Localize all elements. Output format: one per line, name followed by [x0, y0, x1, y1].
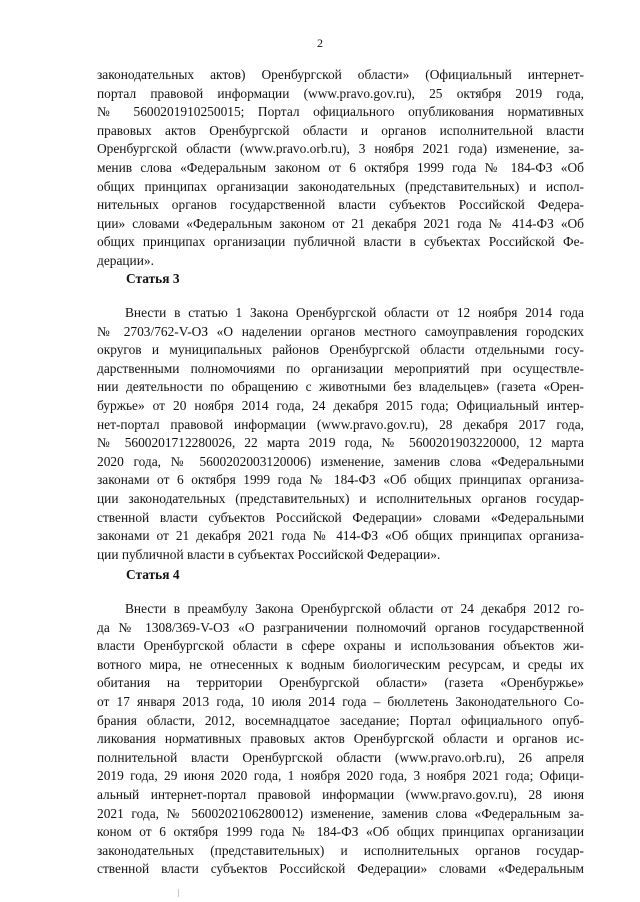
text-line: да № 1308/369-V-ОЗ «О разграничении полномочий органов государственной [97, 619, 584, 635]
text-line: ции публичной власти в субъектах Российской Федерации». [97, 546, 441, 562]
text-line: коном от 6 октября 1999 года № 184-ФЗ «Об общих принципах организации [97, 824, 584, 840]
text-line: законами от 21 декабря 2021 года № 414-ФЗ «Об общих принципах организа- [97, 528, 584, 544]
text-line: ликования нормативных правовых актов Оренбургской области и органов ис- [97, 731, 584, 747]
text-line: общих принципах организации публичной власти в субъектах Российской Фе- [97, 234, 584, 250]
text-line: от 17 января 2013 года, 10 июля 2014 года – бюллетень Законодательного Со- [97, 693, 584, 709]
article-4-paragraph [97, 600, 584, 879]
text-line: нии деятельности по обращению с животными без владельцев» (газета «Орен- [97, 379, 584, 395]
text-line: власти Оренбургской области в сфере охраны и использования объектов жи- [97, 638, 584, 654]
text-line: дерации». [97, 252, 154, 268]
text-line: портал правовой информации (www.pravo.gov.ru), 25 октября 2019 года, [97, 85, 584, 101]
text-line: альный интернет-портал правовой информации (www.pravo.gov.ru), 28 июня [97, 786, 584, 802]
text-line: законодательных актов) Оренбургской области» (Официальный интернет- [97, 67, 584, 82]
article-4-heading: Статья 4 [126, 567, 180, 582]
text-line: буржье» от 20 ноября 2014 года, 24 декабря 2015 года; Официальный интер- [97, 397, 584, 413]
text-line: № 5600201910250015; Портал официального опубликования нормативных [97, 104, 584, 120]
article-3-paragraph [97, 304, 584, 564]
continuation-paragraph [97, 66, 584, 271]
footer-mark [178, 889, 179, 897]
text-line: 2019 года, 29 июня 2020 года, 1 ноября 2020 года, 3 ноября 2021 года; Офици- [97, 768, 584, 784]
text-line: 2020 года, № 5600202003120006) изменение, заменив слова «Федеральными [97, 453, 584, 469]
text-line: законами от 6 октября 1999 года № 184-ФЗ «Об общих принципах организа- [97, 472, 584, 488]
text-line: Оренбургской области (www.pravo.orb.ru), 3 ноября 2021 года) изменение, за- [97, 141, 584, 157]
text-line: законодательных (представительных) и исполнительных органов государ- [97, 842, 584, 858]
text-line: менив слова «Федеральным законом от 6 октября 1999 года № 184-ФЗ «Об [97, 159, 584, 175]
text-line: брания области, 2012, восемнадцатое заседание; Портал официального опуб- [97, 712, 584, 728]
article-3-heading: Статья 3 [126, 271, 180, 286]
text-line: № 2703/762-V-ОЗ «О наделении органов местного самоуправления городских [97, 323, 584, 339]
text-line: правовых актов Оренбургской области и органов исполнительной власти [97, 122, 584, 138]
text-line: ственной власти субъектов Российской Федерации» словами «Федеральными [97, 509, 584, 525]
text-line: ции законодательных (представительных) и исполнительных органов государ- [97, 490, 584, 506]
text-line: ции» словами «Федеральным законом от 21 декабря 2021 года № 414-ФЗ «Об [97, 215, 584, 231]
page-number: 2 [317, 36, 323, 50]
text-line: полнительной власти Оренбургской области (www.pravo.orb.ru), 26 апреля [97, 749, 584, 765]
text-line: ственной власти субъектов Российской Федерации» словами «Федеральным [97, 861, 584, 877]
text-line: № 5600201712280026, 22 марта 2019 года, № 5600201903220000, 12 марта [97, 435, 584, 451]
text-line: Внести в преамбулу Закона Оренбургской области от 24 декабря 2012 го- [125, 601, 584, 616]
text-line: обитания на территории Оренбургской области» (газета «Оренбуржье» [97, 675, 584, 691]
text-line: округов и муниципальных районов Оренбургской области отдельными госу- [97, 342, 584, 358]
text-line: нет-портал правовой информации (www.pravo.gov.ru), 28 декабря 2017 года, [97, 416, 584, 432]
text-line: нительных органов государственной власти субъектов Российской Федера- [97, 197, 584, 213]
text-line: 2021 года, № 5600202106280012) изменение, заменив слова «Федеральным за- [97, 805, 584, 821]
text-line: вотного мира, не отнесенных к водным биологическим ресурсам, и среды их [97, 656, 584, 672]
text-line: Внести в статью 1 Закона Оренбургской области от 12 ноября 2014 года [125, 305, 584, 320]
text-line: общих принципах организации законодательных (представительных) и испол- [97, 178, 584, 194]
text-line: дарственными полномочиями по организации мероприятий при осуществле- [97, 360, 584, 376]
